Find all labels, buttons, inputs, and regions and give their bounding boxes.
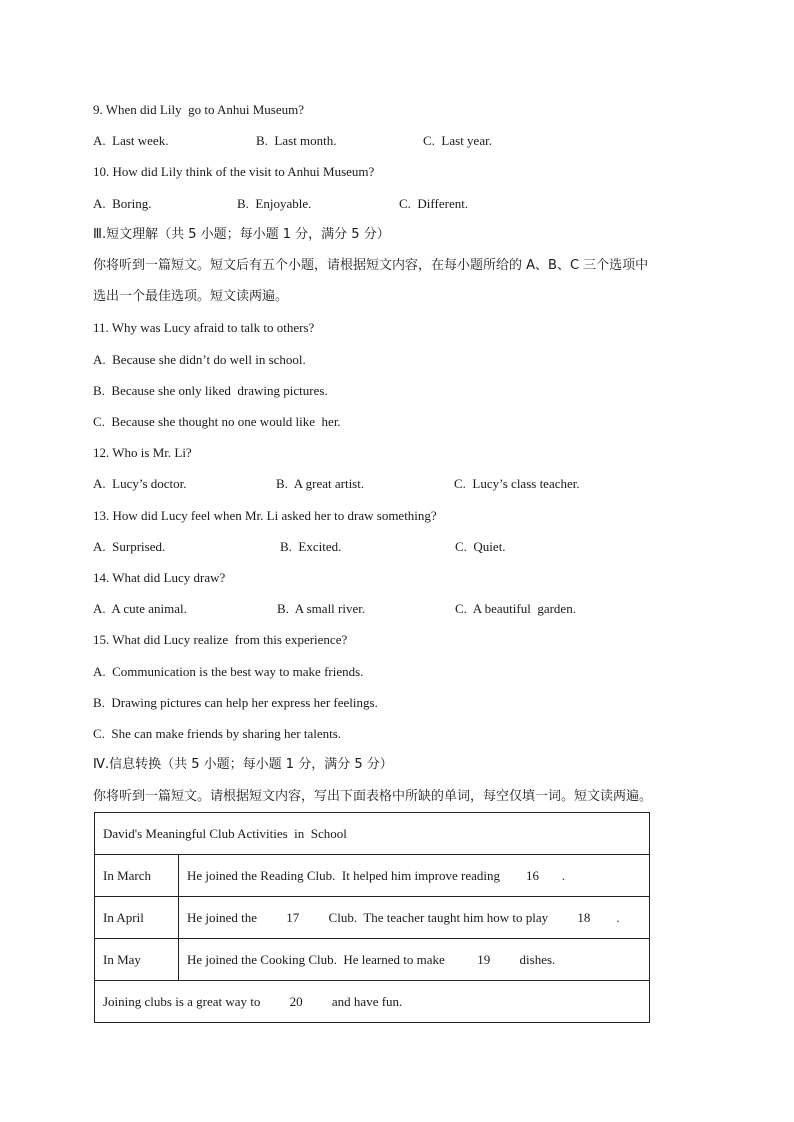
month-cell: In March bbox=[95, 855, 179, 897]
q13-stem: 13. How did Lucy feel when Mr. Li asked her to draw something? bbox=[93, 508, 437, 523]
q9-stem: 9. When did Lily go to Anhui Museum? bbox=[93, 102, 304, 117]
month-cell: In April bbox=[95, 897, 179, 939]
q9-option-b: B. Last month. bbox=[256, 133, 337, 148]
q12-stem: 12. Who is Mr. Li? bbox=[93, 445, 192, 460]
table-title: David's Meaningful Club Activities in School bbox=[95, 813, 650, 855]
table-row bbox=[95, 855, 650, 897]
section-4-heading: Ⅳ.信息转换（共 5 小题；每小题 1 分，满分 5 分） bbox=[93, 757, 393, 772]
table-row bbox=[95, 897, 650, 939]
month-cell: In May bbox=[95, 939, 179, 981]
q10-stem: 10. How did Lily think of the visit to Anhui Museum? bbox=[93, 164, 375, 179]
q10-option-c: C. Different. bbox=[399, 196, 469, 211]
q15-option-c: C. She can make friends by sharing her talents. bbox=[93, 726, 342, 741]
q11-stem: 11. Why was Lucy afraid to talk to others? bbox=[93, 320, 315, 335]
q12-option-b: B. A great artist. bbox=[276, 476, 365, 491]
q15-stem: 15. What did Lucy realize from this experience? bbox=[93, 632, 348, 647]
q11-option-a: A. Because she didn’t do well in school. bbox=[93, 352, 306, 367]
q12-option-c: C. Lucy’s class teacher. bbox=[454, 476, 580, 491]
q14-option-b: B. A small river. bbox=[277, 601, 366, 616]
activity-cell: He joined the Reading Club. It helped him improve reading 16 . bbox=[179, 855, 650, 897]
q10-option-a: A. Boring. bbox=[93, 196, 152, 211]
q14-option-a: A. A cute animal. bbox=[93, 601, 187, 616]
q15-option-a: A. Communication is the best way to make friends. bbox=[93, 664, 364, 679]
section-3-instructions-line1: 你将听到一篇短文。短文后有五个小题，请根据短文内容，在每小题所给的 A、B、C 三个选项中 bbox=[93, 258, 649, 273]
q13-option-b: B. Excited. bbox=[280, 539, 342, 554]
q13-option-a: A. Surprised. bbox=[93, 539, 166, 554]
q14-stem: 14. What did Lucy draw? bbox=[93, 570, 226, 585]
table-row bbox=[95, 939, 650, 981]
activity-cell: He joined the Cooking Club. He learned to make 19 dishes. bbox=[179, 939, 650, 981]
table-footer-row bbox=[95, 981, 650, 1023]
q9-option-c: C. Last year. bbox=[423, 133, 492, 148]
club-activities-table bbox=[94, 812, 650, 1023]
q13-option-c: C. Quiet. bbox=[455, 539, 506, 554]
q12-option-a: A. Lucy’s doctor. bbox=[93, 476, 187, 491]
q10-option-b: B. Enjoyable. bbox=[237, 196, 312, 211]
section-3-instructions-line2: 选出一个最佳选项。短文读两遍。 bbox=[93, 289, 289, 304]
section-4-instructions: 你将听到一篇短文。请根据短文内容，写出下面表格中所缺的单词，每空仅填一词。短文读两遍。 bbox=[93, 789, 653, 804]
section-3-heading: Ⅲ.短文理解（共 5 小题；每小题 1 分，满分 5 分） bbox=[93, 227, 390, 242]
q11-option-c: C. Because she thought no one would like her. bbox=[93, 414, 341, 429]
activity-cell: He joined the 17 Club. The teacher taught him how to play 18 . bbox=[179, 897, 650, 939]
q9-option-a: A. Last week. bbox=[93, 133, 169, 148]
q15-option-b: B. Drawing pictures can help her express her feelings. bbox=[93, 695, 378, 710]
table-footer: Joining clubs is a great way to 20 and have fun. bbox=[95, 981, 650, 1023]
table-title-row bbox=[95, 813, 650, 855]
q14-option-c: C. A beautiful garden. bbox=[455, 601, 576, 616]
q11-option-b: B. Because she only liked drawing pictures. bbox=[93, 383, 328, 398]
